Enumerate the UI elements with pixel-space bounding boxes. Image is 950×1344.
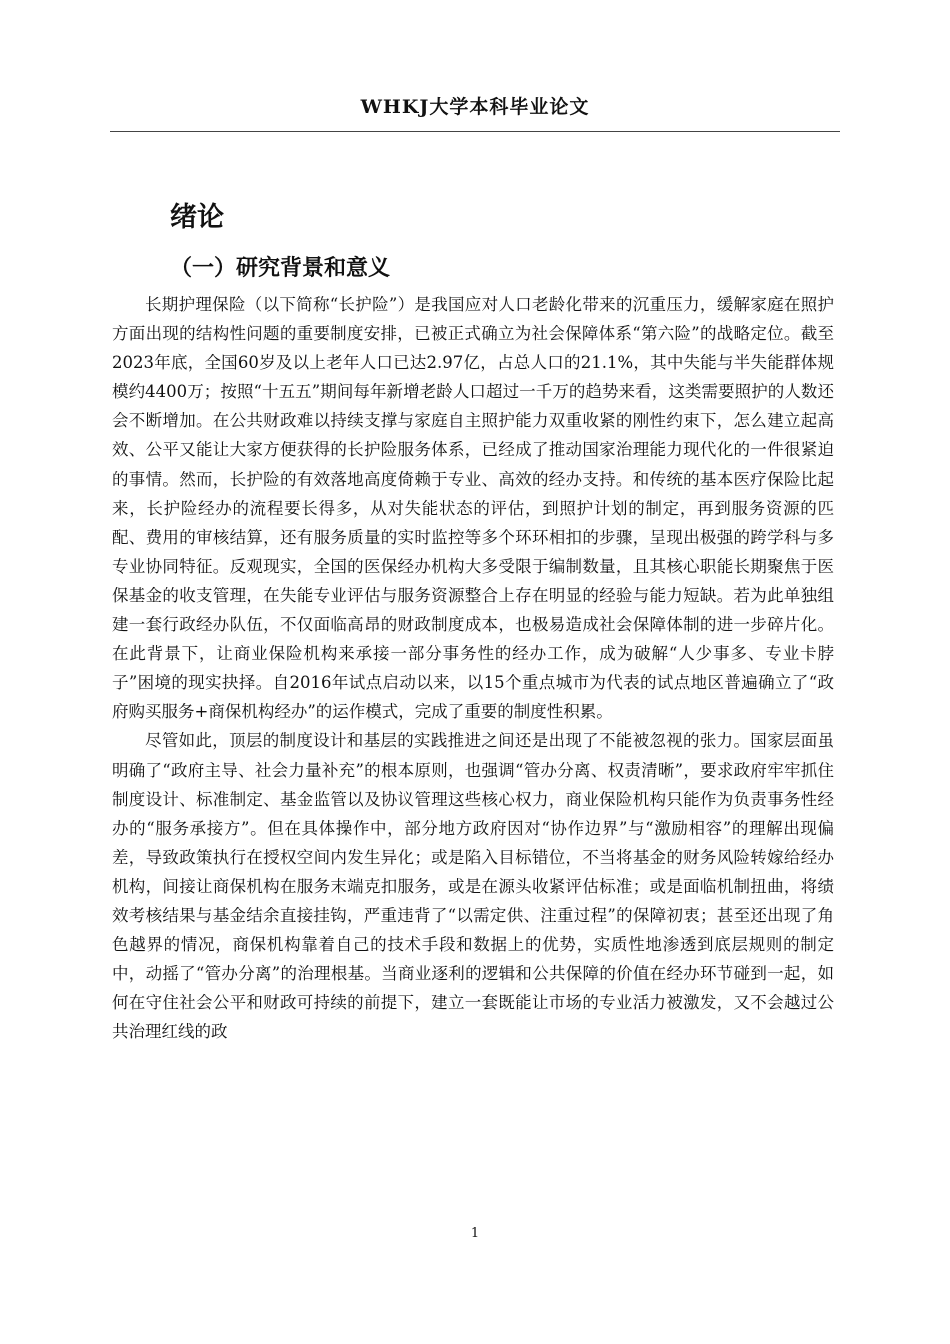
running-header-title: WHKJ大学本科毕业论文 xyxy=(360,96,590,118)
header-divider xyxy=(110,131,840,132)
body-text xyxy=(112,290,834,1046)
body-paragraph-2: 尽管如此，顶层的制度设计和基层的实践推进之间还是出现了不能被忽视的张力。国家层面虽明确了“政府主导、社会力量补充”的根本原则，也强调“管办分离、权责清晰”，要求政府牢牢抓住制度设计、标准制定、基金监管以及协议管理这些核心权力，商业保险机构只能作为负责事务性经办的“服务承接方”。但在具体操作中，部分地方政府因对“协作边界”与“激励相容”的理解出现偏差，导致政策执行在授权空间内发生异化；或是陷入目标错位，不当将基金的财务风险转嫁给经办机构，间接让商保机构在服务末端克扣服务，或是在源头收紧评估标准；或是面临机制扭曲，将绩效考核结果与基金结余直接挂钩，严重违背了“以需定供、注重过程”的保障初衷；甚至还出现了角色越界的情况，商保机构靠着自己的技术手段和数据上的优势，实质性地渗透到底层规则的制定中，动摇了“管办分离”的治理根基。当商业逐利的逻辑和公共保障的价值在经办环节碰到一起，如何在守住社会公平和财政可持续的前提下，建立一套既能让市场的专业活力被激发，又不会越过公共治理红线的政 xyxy=(112,731,834,1042)
body-paragraph-1: 长期护理保险（以下简称“长护险”）是我国应对人口老龄化带来的沉重压力，缓解家庭在照护方面出现的结构性问题的重要制度安排，已被正式确立为社会保障体系“第六险”的战略定位。截至2023年底，全国60岁及以上老年人口已达2.97亿，占总人口的21.1%，其中失能与半失能群体规模约4400万；按照“十五五”期间每年新增老龄人口超过一千万的趋势来看，这类需要照护的人数还会不断增加。在公共财政难以持续支撑与家庭自主照护能力双重收紧的刚性约束下，怎么建立起高效、公平又能让大家方便获得的长护险服务体系，已经成了推动国家治理能力现代化的一件很紧迫的事情。然而，长护险的有效落地高度倚赖于专业、高效的经办支持。和传统的基本医疗保险比起来，长护险经办的流程要长得多，从对失能状态的评估，到照护计划的制定，再到服务资源的匹配、费用的审核结算，还有服务质量的实时监控等多个环环相扣的步骤，呈现出极强的跨学科与多专业协同特征。反观现实，全国的医保经办机构大多受限于编制数量，且其核心职能长期聚焦于医保基金的收支管理，在失能专业评估与服务资源整合上存在明显的经验与能力短缺。若为此单独组建一套行政经办队伍，不仅面临高昂的财政制度成本，也极易造成社会保障体制的进一步碎片化。在此背景下，让商业保险机构来承接一部分事务性的经办工作，成为破解“人少事多、专业卡脖子”困境的现实抉择。自2016年试点启动以来，以15个重点城市为代表的试点地区普遍确立了“政府购买服务+商保机构经办”的运作模式，完成了重要的制度性积累。 xyxy=(112,295,834,722)
section-title: （一）研究背景和意义 xyxy=(170,256,391,281)
page-number: 1 xyxy=(470,1226,480,1241)
chapter-title: 绪论 xyxy=(170,202,224,233)
